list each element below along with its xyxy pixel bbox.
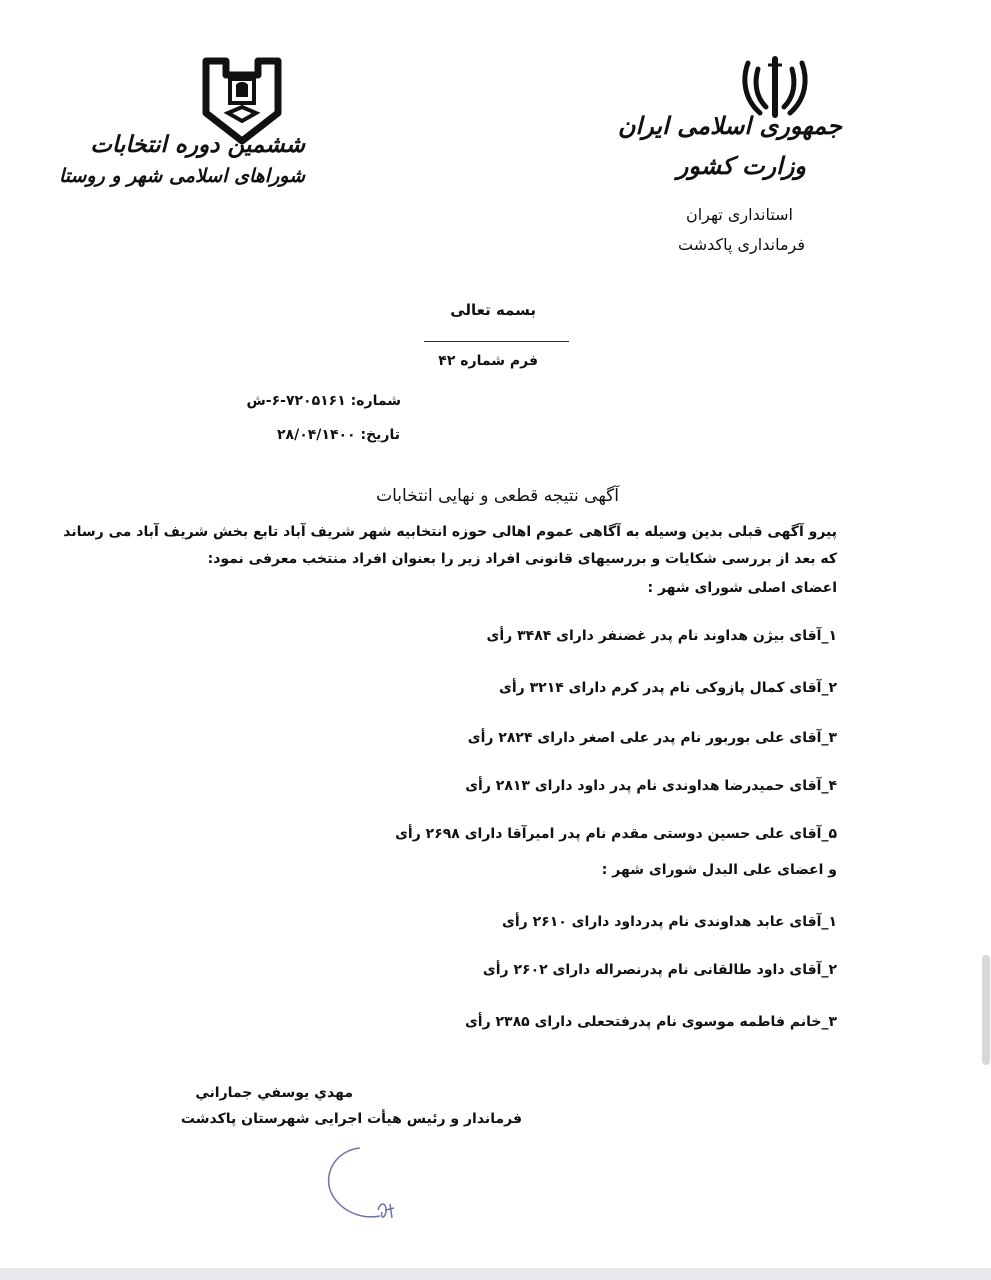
- main-members-label: اعضای اصلی شورای شهر :: [647, 580, 837, 596]
- signatory-name: مهدي يوسفي جماراني: [195, 1085, 353, 1101]
- bottom-bar: [0, 1268, 991, 1280]
- alternate-member-1: ۱_آقای عابد هداوندی نام پدرداود دارای ۲۶۱۰ رأی: [502, 914, 837, 930]
- document-heading: بسمه تعالی: [450, 301, 536, 319]
- heading-divider: [424, 341, 569, 342]
- ministry-name: وزارت کشور: [676, 152, 806, 180]
- handwritten-signature: [320, 1140, 420, 1230]
- document-date: تاریخ: ۲۸/۰۴/۱۴۰۰: [277, 427, 400, 443]
- notice-paragraph-1: پیرو آگهی قبلی بدین وسیله به آگاهی عموم اهالی حوزه انتخابیه شهر شریف آباد تابع بخش شریف آباد می رساند: [63, 524, 837, 540]
- main-member-2: ۲_آقای کمال پازوکی نام پدر کرم دارای ۳۲۱۴ رأی: [499, 680, 837, 696]
- scrollbar-thumb[interactable]: [982, 955, 990, 1065]
- notice-paragraph-2: که بعد از بررسی شکایات و بررسیهای قانونی افراد زیر را بعنوان افراد منتخب معرفی نمود:: [207, 551, 837, 567]
- main-member-1: ۱_آقای بیژن هداوند نام پدر غضنفر دارای ۳۴۸۴ رأی: [486, 628, 837, 644]
- main-member-3: ۳_آقای علی بوربور نام پدر علی اصغر دارای ۲۸۲۴ رأی: [467, 730, 837, 746]
- signatory-title: فرماندار و رئیس هیأت اجرایی شهرستان پاکدشت: [180, 1111, 522, 1127]
- main-member-4: ۴_آقای حمیدرضا هداوندی نام پدر داود دارای ۲۸۱۳ رأی: [465, 778, 837, 794]
- form-number: فرم شماره ۴۲: [438, 353, 538, 369]
- alternate-member-2: ۲_آقای داود طالقانی نام پدرنصراله دارای ۲۶۰۲ رأی: [482, 962, 837, 978]
- governorate-office: فرمانداری پاکدشت: [677, 235, 805, 254]
- notice-title: آگهی نتیجه قطعی و نهایی انتخابات: [376, 486, 619, 506]
- alternate-member-3: ۳_خانم فاطمه موسوی نام پدرفتحعلی دارای ۲۳۸۵ رأی: [464, 1014, 837, 1030]
- iran-emblem-logo: [740, 55, 810, 119]
- alternate-members-label: و اعضای علی البدل شورای شهر :: [601, 862, 837, 878]
- council-logo-text-2: شوراهای اسلامی شهر و روستا: [58, 165, 305, 187]
- reference-number: شماره: ۷۲۰۵۱۶۱-۶-ش: [246, 393, 401, 409]
- country-name: جمهوری اسلامی ایران: [617, 112, 842, 140]
- province-office: استانداری تهران: [685, 205, 793, 224]
- council-logo-text-1: ششمین دوره انتخابات: [90, 132, 305, 158]
- main-member-5: ۵_آقای علی حسین دوستی مقدم نام پدر امیرآقا دارای ۲۶۹۸ رأی: [395, 826, 837, 842]
